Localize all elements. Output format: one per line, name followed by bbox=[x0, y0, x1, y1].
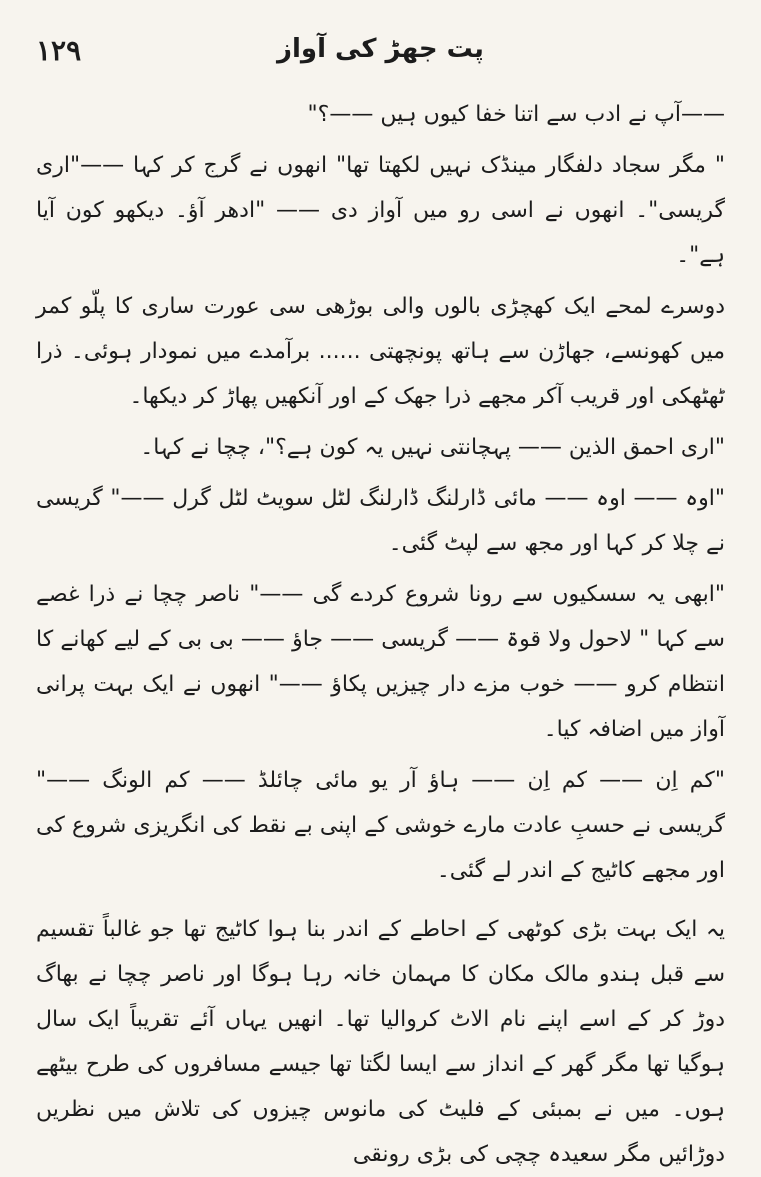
paragraph: ——آپ نے ادب سے اتنا خفا کیوں ہیں ——؟" bbox=[307, 102, 725, 127]
paragraph: " مگر سجاد دلفگار مینڈک نہیں لکھتا تھا" انھوں نے گرج کر کہا ——"اری گریسی"۔ انھوں نے اسی رو میں آواز دی —— "ادھر آؤ۔ دیکھو کون آیا ہے"۔ bbox=[36, 153, 725, 268]
paragraph: یہ ایک بہت بڑی کوٹھی کے احاطے کے اندر بنا ہوا کاٹیج تھا جو غالباً تقسیم سے قبل ہندو مالک مکان کا مہمان خانہ رہا ہوگا اور ناصر چچا نے بھاگ دوڑ کر کے اسے اپنے نام الاٹ کروالیا تھا۔ انھیں یہاں آئے تقریباً ایک سال ہوگیا تھا مگر گھر کے انداز سے ایسا لگتا تھا جیسے مسافروں کی طرح بیٹھے ہوں۔ میں نے بمبئی کے فلیٹ کی مانوس چیزوں کی تلاش میں نظریں دوڑائیں مگر سعیدہ چچی کی بڑی رونقی bbox=[36, 917, 725, 1167]
paragraph: "کم اِن —— کم اِن —— ہاؤ آر یو مائی چائلڈ —— کم الونگ ——" گریسی نے حسبِ عادت مارے خوشی کے اپنی بے نقط کی انگریزی شروع کی اور مجھے کاٹیج کے اندر لے گئی۔ bbox=[36, 768, 725, 883]
page-number: ۱۲۹ bbox=[36, 34, 82, 67]
paragraph: "ابھی یہ سسکیوں سے رونا شروع کردے گی ——" ناصر چچا نے ذرا غصے سے کہا " لاحول ولا قوۃ —— گریسی —— جاؤ —— بی بی کے لیے کھانے کا انتظام کرو —— خوب مزے دار چیزیں پکاؤ ——" انھوں نے ایک بہت پرانی آواز میں اضافہ کیا۔ bbox=[36, 582, 725, 742]
paragraph: دوسرے لمحے ایک کھچڑی بالوں والی بوڑھی سی عورت ساری کا پلّو کمر میں کھونسے، جھاڑن سے ہاتھ پونچھتی ...... برآمدے میں نمودار ہوئی۔ ذرا ٹھٹھکی اور قریب آکر مجھے ذرا جھک کے اور آنکھیں پھاڑ کر دیکھا۔ bbox=[36, 294, 725, 409]
body-text bbox=[36, 92, 725, 1167]
paragraph: "اوہ —— اوہ —— مائی ڈارلنگ ڈارلنگ لٹل سویٹ لٹل گرل ——" گریسی نے چلا کر کہا اور مجھ سے لپٹ گئی۔ bbox=[36, 486, 725, 556]
running-title: پت جھڑ کی آواز bbox=[277, 34, 484, 64]
paragraph: "اری احمق الذین —— پہچانتی نہیں یہ کون ہے؟"، چچا نے کہا۔ bbox=[140, 435, 725, 460]
